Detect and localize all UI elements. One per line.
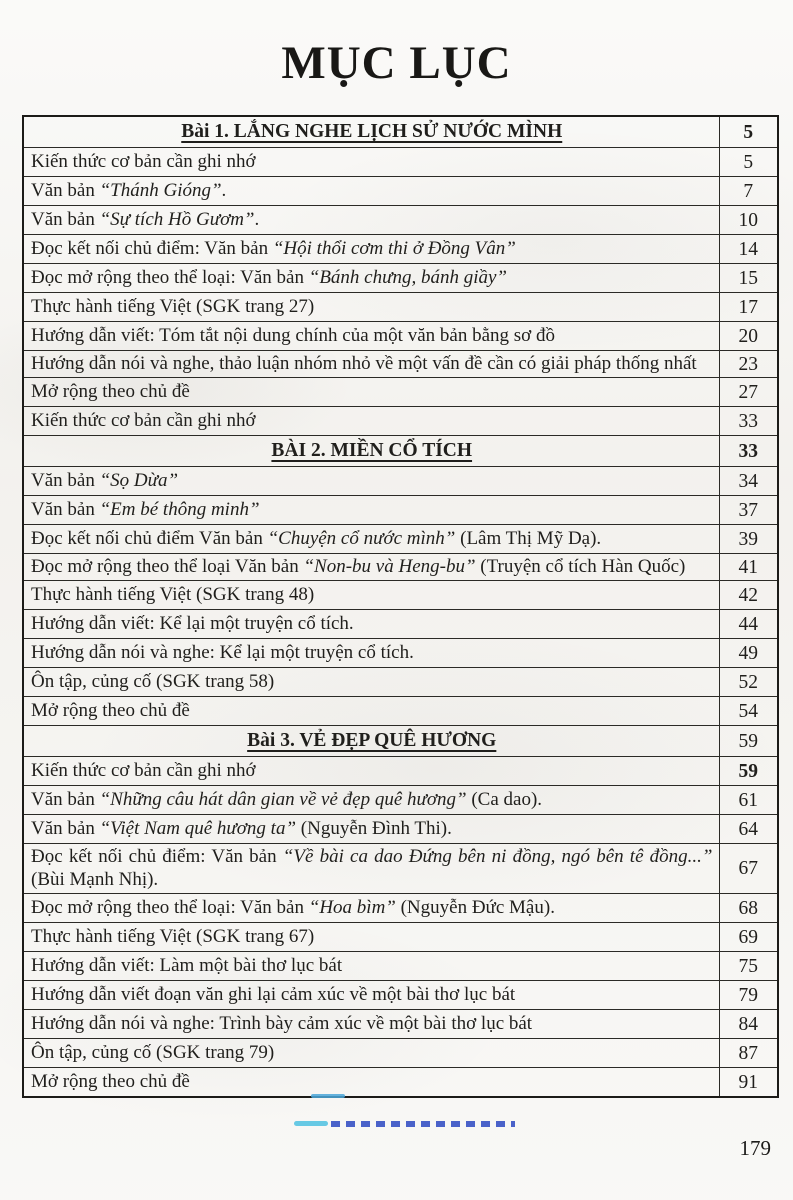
toc-entry-page: 44 [719, 610, 778, 639]
toc-entry-title [23, 206, 719, 235]
entry-text: (Nguyễn Đình Thi). [296, 818, 452, 839]
toc-entry-title [23, 815, 719, 844]
toc-item-row [23, 407, 778, 436]
toc-item-row [23, 467, 778, 496]
toc-entry-title [23, 697, 719, 726]
toc-entry-page: 42 [719, 581, 778, 610]
toc-item-row [23, 148, 778, 177]
toc-item-row [23, 525, 778, 554]
toc-entry-page: 79 [719, 981, 778, 1010]
work-title-italic: “Sự tích Hồ Gươm” [99, 209, 255, 230]
toc-entry-page: 61 [719, 786, 778, 815]
entry-text: Kiến thức cơ bản cần ghi nhớ [31, 151, 256, 172]
toc-item-row [23, 177, 778, 206]
toc-item-row [23, 496, 778, 525]
toc-entry-page: 17 [719, 293, 778, 322]
work-title-italic: “Về bài ca dao Đứng bên ni đồng, ngó bên tê đồng...” [282, 846, 713, 867]
toc-entry-page: 33 [719, 436, 778, 467]
toc-item-row [23, 639, 778, 668]
entry-text: Ôn tập, củng cố (SGK trang 79) [31, 1042, 275, 1063]
toc-entry-page: 52 [719, 668, 778, 697]
toc-entry-title [23, 1068, 719, 1098]
toc-entry-title [23, 351, 719, 378]
toc-entry-title [23, 786, 719, 815]
toc-entry-page: 84 [719, 1010, 778, 1039]
toc-entry-title [23, 407, 719, 436]
toc-table [22, 115, 779, 1098]
blue-pen-mark-dashes [331, 1121, 515, 1127]
toc-section-row [23, 116, 778, 148]
entry-text: Kiến thức cơ bản cần ghi nhớ [31, 410, 256, 431]
toc-entry-page: 39 [719, 525, 778, 554]
toc-item-row [23, 952, 778, 981]
toc-section-row [23, 726, 778, 757]
toc-entry-page: 91 [719, 1068, 778, 1098]
entry-text: Đọc mở rộng theo thể loại: Văn bản [31, 897, 309, 918]
toc-item-row [23, 697, 778, 726]
toc-entry-page: 41 [719, 554, 778, 581]
entry-text: Thực hành tiếng Việt (SGK trang 67) [31, 926, 315, 947]
toc-entry-title [23, 668, 719, 697]
toc-entry-title [23, 952, 719, 981]
toc-item-row [23, 610, 778, 639]
toc-entry-page: 23 [719, 351, 778, 378]
toc-entry-title [23, 639, 719, 668]
toc-entry-title [23, 467, 719, 496]
toc-entry-title [23, 148, 719, 177]
entry-text: (Nguyễn Đức Mậu). [395, 897, 555, 918]
toc-item-row [23, 206, 778, 235]
toc-item-row [23, 1039, 778, 1068]
entry-text: . [221, 180, 227, 201]
toc-item-row [23, 923, 778, 952]
toc-item-row [23, 351, 778, 378]
toc-entry-title [23, 322, 719, 351]
toc-entry-page: 69 [719, 923, 778, 952]
toc-item-row [23, 815, 778, 844]
work-title-italic: “Thánh Gióng” [99, 180, 222, 201]
book-page-number: 179 [739, 1136, 771, 1160]
toc-item-row [23, 1068, 778, 1098]
toc-section-row [23, 436, 778, 467]
entry-text: Đọc kết nối chủ điểm: Văn bản [31, 846, 283, 867]
toc-entry-page: 59 [719, 726, 778, 757]
toc-item-row [23, 894, 778, 923]
toc-entry-title [23, 116, 719, 148]
toc-entry-title [23, 894, 719, 923]
entry-text: Văn bản [31, 499, 100, 520]
toc-entry-title [23, 436, 719, 467]
entry-text: Hướng dẫn nói và nghe, thảo luận nhóm nhỏ về một vấn đề cần có giải pháp thống nhất [31, 353, 697, 374]
toc-entry-title [23, 525, 719, 554]
toc-entry-page: 75 [719, 952, 778, 981]
toc-entry-page: 34 [719, 467, 778, 496]
entry-text: Đọc kết nối chủ điểm: Văn bản [31, 238, 273, 259]
entry-text: Văn bản [31, 470, 100, 491]
toc-entry-title [23, 235, 719, 264]
toc-item-row [23, 1010, 778, 1039]
toc-entry-page: 14 [719, 235, 778, 264]
toc-entry-page: 10 [719, 206, 778, 235]
page-title: MỤC LỤC [281, 37, 512, 89]
toc-entry-title [23, 177, 719, 206]
toc-item-row [23, 581, 778, 610]
toc-entry-page: 37 [719, 496, 778, 525]
entry-text: Văn bản [31, 209, 100, 230]
entry-text: Bài 3. VẺ ĐẸP QUÊ HƯƠNG [247, 730, 497, 751]
toc-entry-title [23, 581, 719, 610]
entry-text: (Lâm Thị Mỹ Dạ). [455, 528, 602, 549]
toc-entry-page: 15 [719, 264, 778, 293]
entry-text: Hướng dẫn viết: Làm một bài thơ lục bát [31, 955, 343, 976]
blue-pen-mark-cyan [294, 1121, 328, 1126]
work-title-italic: “Hội thổi cơm thi ở Đồng Vân” [272, 238, 516, 259]
entry-text: Văn bản [31, 180, 100, 201]
entry-text: BÀI 2. MIỀN CỔ TÍCH [271, 440, 473, 461]
entry-text: Văn bản [31, 818, 100, 839]
toc-item-row [23, 668, 778, 697]
entry-text: Văn bản [31, 789, 100, 810]
toc-entry-title [23, 496, 719, 525]
entry-text: Kiến thức cơ bản cần ghi nhớ [31, 760, 256, 781]
toc-entry-page: 7 [719, 177, 778, 206]
toc-entry-page: 87 [719, 1039, 778, 1068]
work-title-italic: “Sọ Dừa” [99, 470, 179, 491]
toc-item-row [23, 757, 778, 786]
toc-entry-page: 5 [719, 116, 778, 148]
entry-text: Hướng dẫn viết: Tóm tắt nội dung chính của một văn bản bằng sơ đồ [31, 325, 555, 346]
work-title-italic: “Những câu hát dân gian về vẻ đẹp quê hương” [99, 789, 467, 810]
entry-text: Hướng dẫn nói và nghe: Trình bày cảm xúc về một bài thơ lục bát [31, 1013, 533, 1034]
work-title-italic: “Hoa bìm” [308, 897, 396, 918]
toc-item-row [23, 981, 778, 1010]
toc-entry-page: 33 [719, 407, 778, 436]
toc-entry-title [23, 610, 719, 639]
entry-text: Đọc mở rộng theo thể loại: Văn bản [31, 267, 309, 288]
toc-item-row [23, 786, 778, 815]
toc-entry-page: 59 [719, 757, 778, 786]
entry-text: . [254, 209, 260, 230]
toc-entry-page: 5 [719, 148, 778, 177]
toc-item-row [23, 235, 778, 264]
toc-entry-title [23, 844, 719, 894]
entry-text: Thực hành tiếng Việt (SGK trang 27) [31, 296, 315, 317]
entry-text: Thực hành tiếng Việt (SGK trang 48) [31, 584, 315, 605]
toc-entry-title [23, 923, 719, 952]
entry-text: Mở rộng theo chủ đề [31, 1071, 190, 1092]
entry-text: Ôn tập, củng cố (SGK trang 58) [31, 671, 275, 692]
toc-item-row [23, 264, 778, 293]
toc-entry-title [23, 757, 719, 786]
toc-entry-title [23, 1039, 719, 1068]
toc-entry-title [23, 981, 719, 1010]
toc-item-row [23, 554, 778, 581]
toc-entry-title [23, 554, 719, 581]
work-title-italic: “Em bé thông minh” [99, 499, 260, 520]
toc-item-row [23, 293, 778, 322]
work-title-italic: “Chuyện cổ nước mình” [267, 528, 456, 549]
toc-entry-title [23, 378, 719, 407]
entry-text: (Ca dao). [466, 789, 543, 810]
work-title-italic: “Việt Nam quê hương ta” [99, 818, 297, 839]
toc-item-row [23, 844, 778, 894]
entry-text: (Truyện cổ tích Hàn Quốc) [475, 556, 686, 577]
toc-entry-title [23, 293, 719, 322]
entry-text: (Bùi Mạnh Nhị). [31, 869, 159, 890]
entry-text: Hướng dẫn viết: Kể lại một truyện cổ tích. [31, 613, 354, 634]
toc-entry-page: 54 [719, 697, 778, 726]
toc-item-row [23, 322, 778, 351]
toc-entry-page: 64 [719, 815, 778, 844]
work-title-italic: “Non-bu và Heng-bu” [303, 556, 476, 577]
entry-text: Bài 1. LẮNG NGHE LỊCH SỬ NƯỚC MÌNH [181, 121, 563, 142]
toc-entry-title [23, 726, 719, 757]
work-title-italic: “Bánh chưng, bánh giầy” [308, 267, 507, 288]
toc-entry-page: 68 [719, 894, 778, 923]
toc-entry-page: 20 [719, 322, 778, 351]
entry-text: Mở rộng theo chủ đề [31, 381, 190, 402]
toc-entry-title [23, 264, 719, 293]
toc-entry-page: 67 [719, 844, 778, 894]
entry-text: Đọc mở rộng theo thể loại Văn bản [31, 556, 304, 577]
toc-entry-page: 27 [719, 378, 778, 407]
toc-entry-title [23, 1010, 719, 1039]
toc-item-row [23, 378, 778, 407]
toc-entry-page: 49 [719, 639, 778, 668]
entry-text: Hướng dẫn viết đoạn văn ghi lại cảm xúc về một bài thơ lục bát [31, 984, 516, 1005]
entry-text: Mở rộng theo chủ đề [31, 700, 190, 721]
entry-text: Đọc kết nối chủ điểm Văn bản [31, 528, 268, 549]
entry-text: Hướng dẫn nói và nghe: Kể lại một truyện cổ tích. [31, 642, 414, 663]
